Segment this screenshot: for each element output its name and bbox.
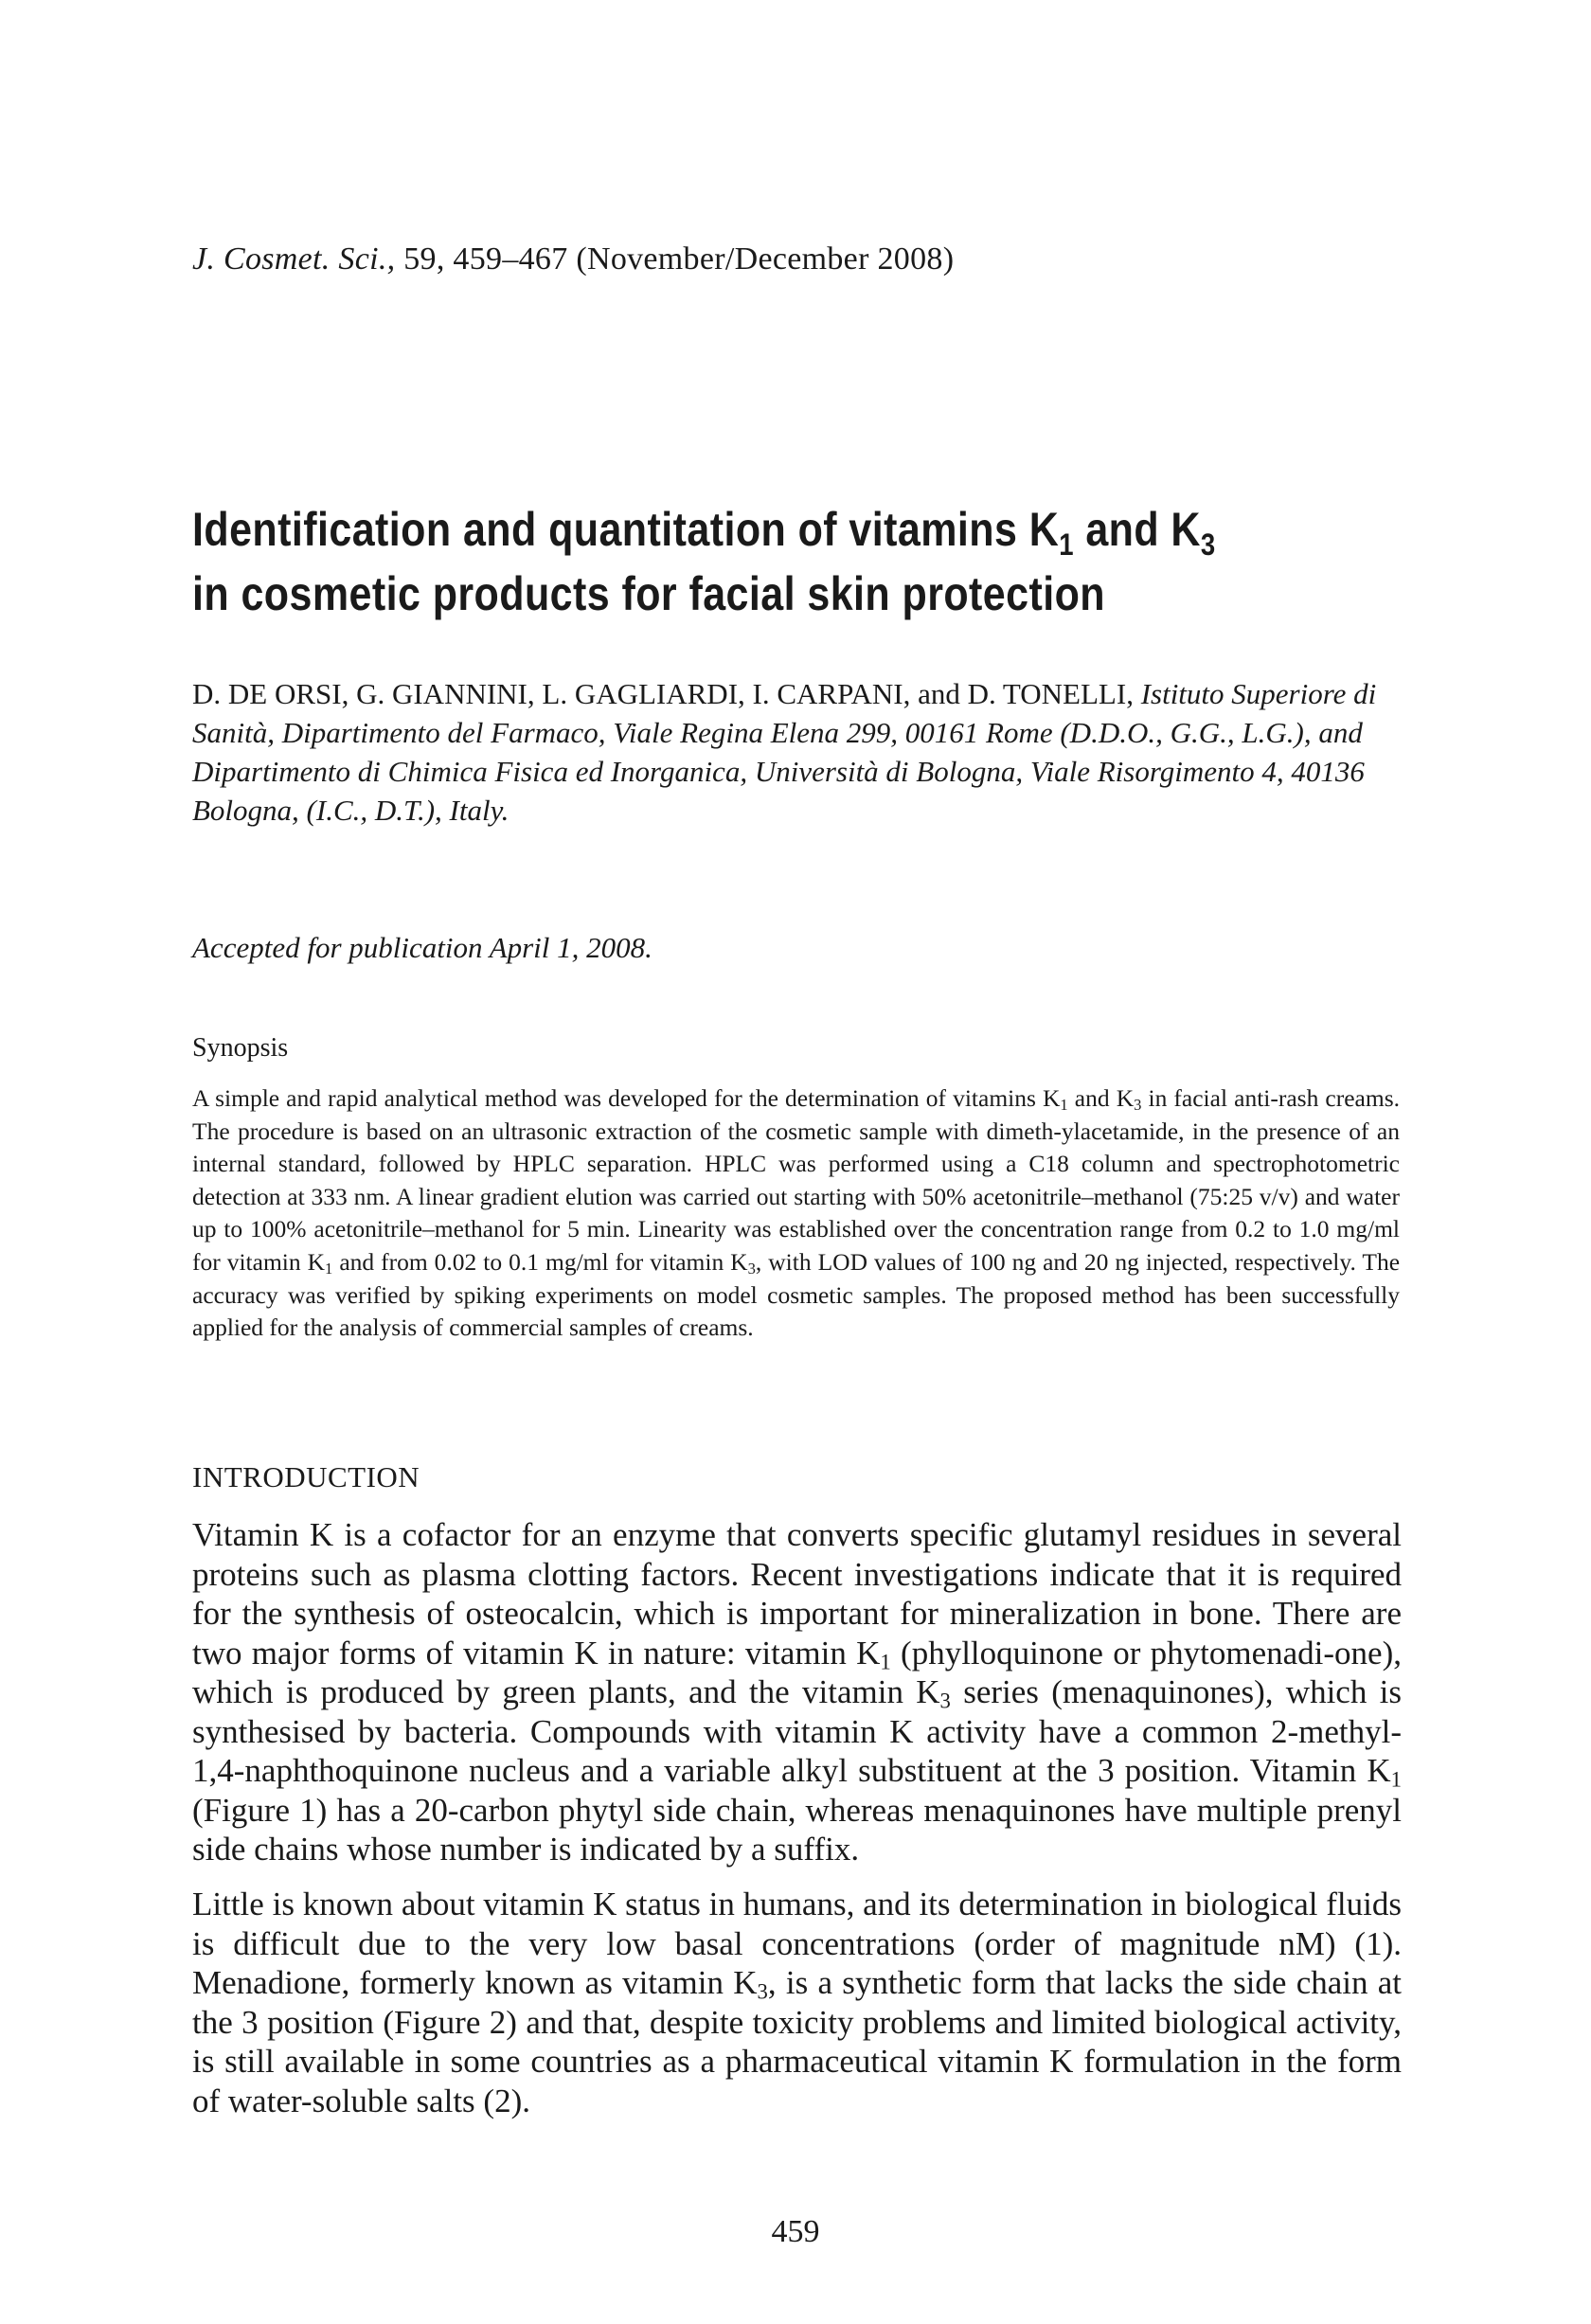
intro-p1-sub-2: 3 <box>939 1689 951 1713</box>
intro-p1-sub-3: 1 <box>1390 1767 1402 1792</box>
synopsis-text <box>192 1082 1400 1345</box>
intro-p1-text-4: (Figure 1) has a 20-carbon phytyl side chain, whereas menaquinones have multiple prenyl side chains whose number is indicated by a suffix. <box>192 1791 1402 1868</box>
synopsis-text-1: A simple and rapid analytical method was developed for the determination of vitamins K <box>192 1084 1061 1112</box>
synopsis-sub-1: 1 <box>1060 1096 1068 1115</box>
authors-block <box>192 674 1423 830</box>
acceptance-date: Accepted for publication April 1, 2008. <box>192 931 652 964</box>
title-subscript-3: 3 <box>1200 527 1216 562</box>
author-names: D. DE ORSI, G. GIANNINI, L. GAGLIARDI, I. CARPANI, and D. TONELLI, <box>192 677 1134 710</box>
intro-p1-sub-1: 1 <box>880 1650 891 1674</box>
title-subscript-1: 1 <box>1059 527 1074 562</box>
title-text-1: Identification and quantitation of vitamins K <box>192 503 1060 556</box>
author-affiliation: Istituto Superiore di Sanità, Dipartimento del Farmaco, Viale Regina Elena 299, 00161 Rome (D.D.O., G.G., L.G.), and Dipartimento di Chimica Fisica ed Inorganica, Università di Bologna, Viale Risorgimento 4, 40136 Bologna, (I.C., D.T.), Italy. <box>192 677 1377 827</box>
intro-paragraph-1 <box>192 1515 1402 1869</box>
issue-details: 59, 459–467 (November/December 2008) <box>395 241 955 277</box>
synopsis-sub-4: 3 <box>747 1260 756 1278</box>
synopsis-heading: Synopsis <box>192 1033 289 1063</box>
title-text-2: and K <box>1073 503 1201 556</box>
title-text-3: in cosmetic products for facial skin protection <box>192 567 1106 620</box>
synopsis-sub-2: 3 <box>1134 1096 1142 1115</box>
intro-paragraph-2 <box>192 1885 1402 2120</box>
running-head <box>192 241 954 277</box>
synopsis-text-2: and K <box>1067 1084 1135 1112</box>
synopsis-text-5: , with LOD values of 100 ng and 20 ng injected, respectively. The accuracy was verified by spiking experiments on model cosmetic samples. The proposed method has been successfully applied for the analysis of commercial samples of creams. <box>192 1247 1401 1342</box>
intro-p1-text-3: series (menaquinones), which is synthesised by bacteria. Compounds with vitamin K activity have a common 2-methyl-1,4-naphthoquinone nucleus and a variable alkyl substituent at the 3 position. Vitamin K <box>192 1673 1402 1789</box>
intro-p2-sub-1: 3 <box>757 1979 768 2004</box>
page-number: 459 <box>771 2214 820 2249</box>
synopsis-sub-3: 1 <box>325 1260 333 1278</box>
intro-p2-text-1: Little is known about vitamin K status in humans, and its determination in biological fluids is difficult due to the very low basal concentrations (order of magnitude nM) (1). Menadione, formerly known as vitamin K <box>192 1886 1402 2001</box>
article-title <box>192 497 1251 626</box>
synopsis-text-4: and from 0.02 to 0.1 mg/ml for vitamin K <box>332 1247 748 1276</box>
journal-name: J. Cosmet. Sci., <box>192 241 396 277</box>
intro-p1-text-2: (phylloquinone or phytomenadi-one), which is produced by green plants, and the vitamin K <box>192 1634 1402 1710</box>
intro-p1-text-1: Vitamin K is a cofactor for an enzyme that converts specific glutamyl residues in several proteins such as plasma clotting factors. Recent investigations indicate that it is required for the synthesis of osteocalcin, which is important for mineralization in bone. There are two major forms of vitamin K in nature: vitamin K <box>192 1516 1402 1671</box>
introduction-heading: INTRODUCTION <box>192 1460 420 1493</box>
synopsis-text-3: in facial anti-rash creams. The procedure is based on an ultrasonic extraction of the cosmetic sample with dimeth-ylacetamide, in the presence of an internal standard, followed by HPLC separation. HPLC was performed using a C18 column and spectrophotometric detection at 333 nm. A linear gradient elution was carried out starting with 50% acetonitrile–methanol (75:25 v/v) and water up to 100% acetonitrile–methanol for 5 min. Linearity was established over the concentration range from 0.2 to 1.0 mg/ml for vitamin K <box>192 1084 1401 1276</box>
intro-p2-text-2: , is a synthetic form that lacks the side chain at the 3 position (Figure 2) and that, despite toxicity problems and limited biological activity, is still available in some countries as a pharmaceutical vitamin K formulation in the form of water-soluble salts (2). <box>192 1964 1402 2119</box>
